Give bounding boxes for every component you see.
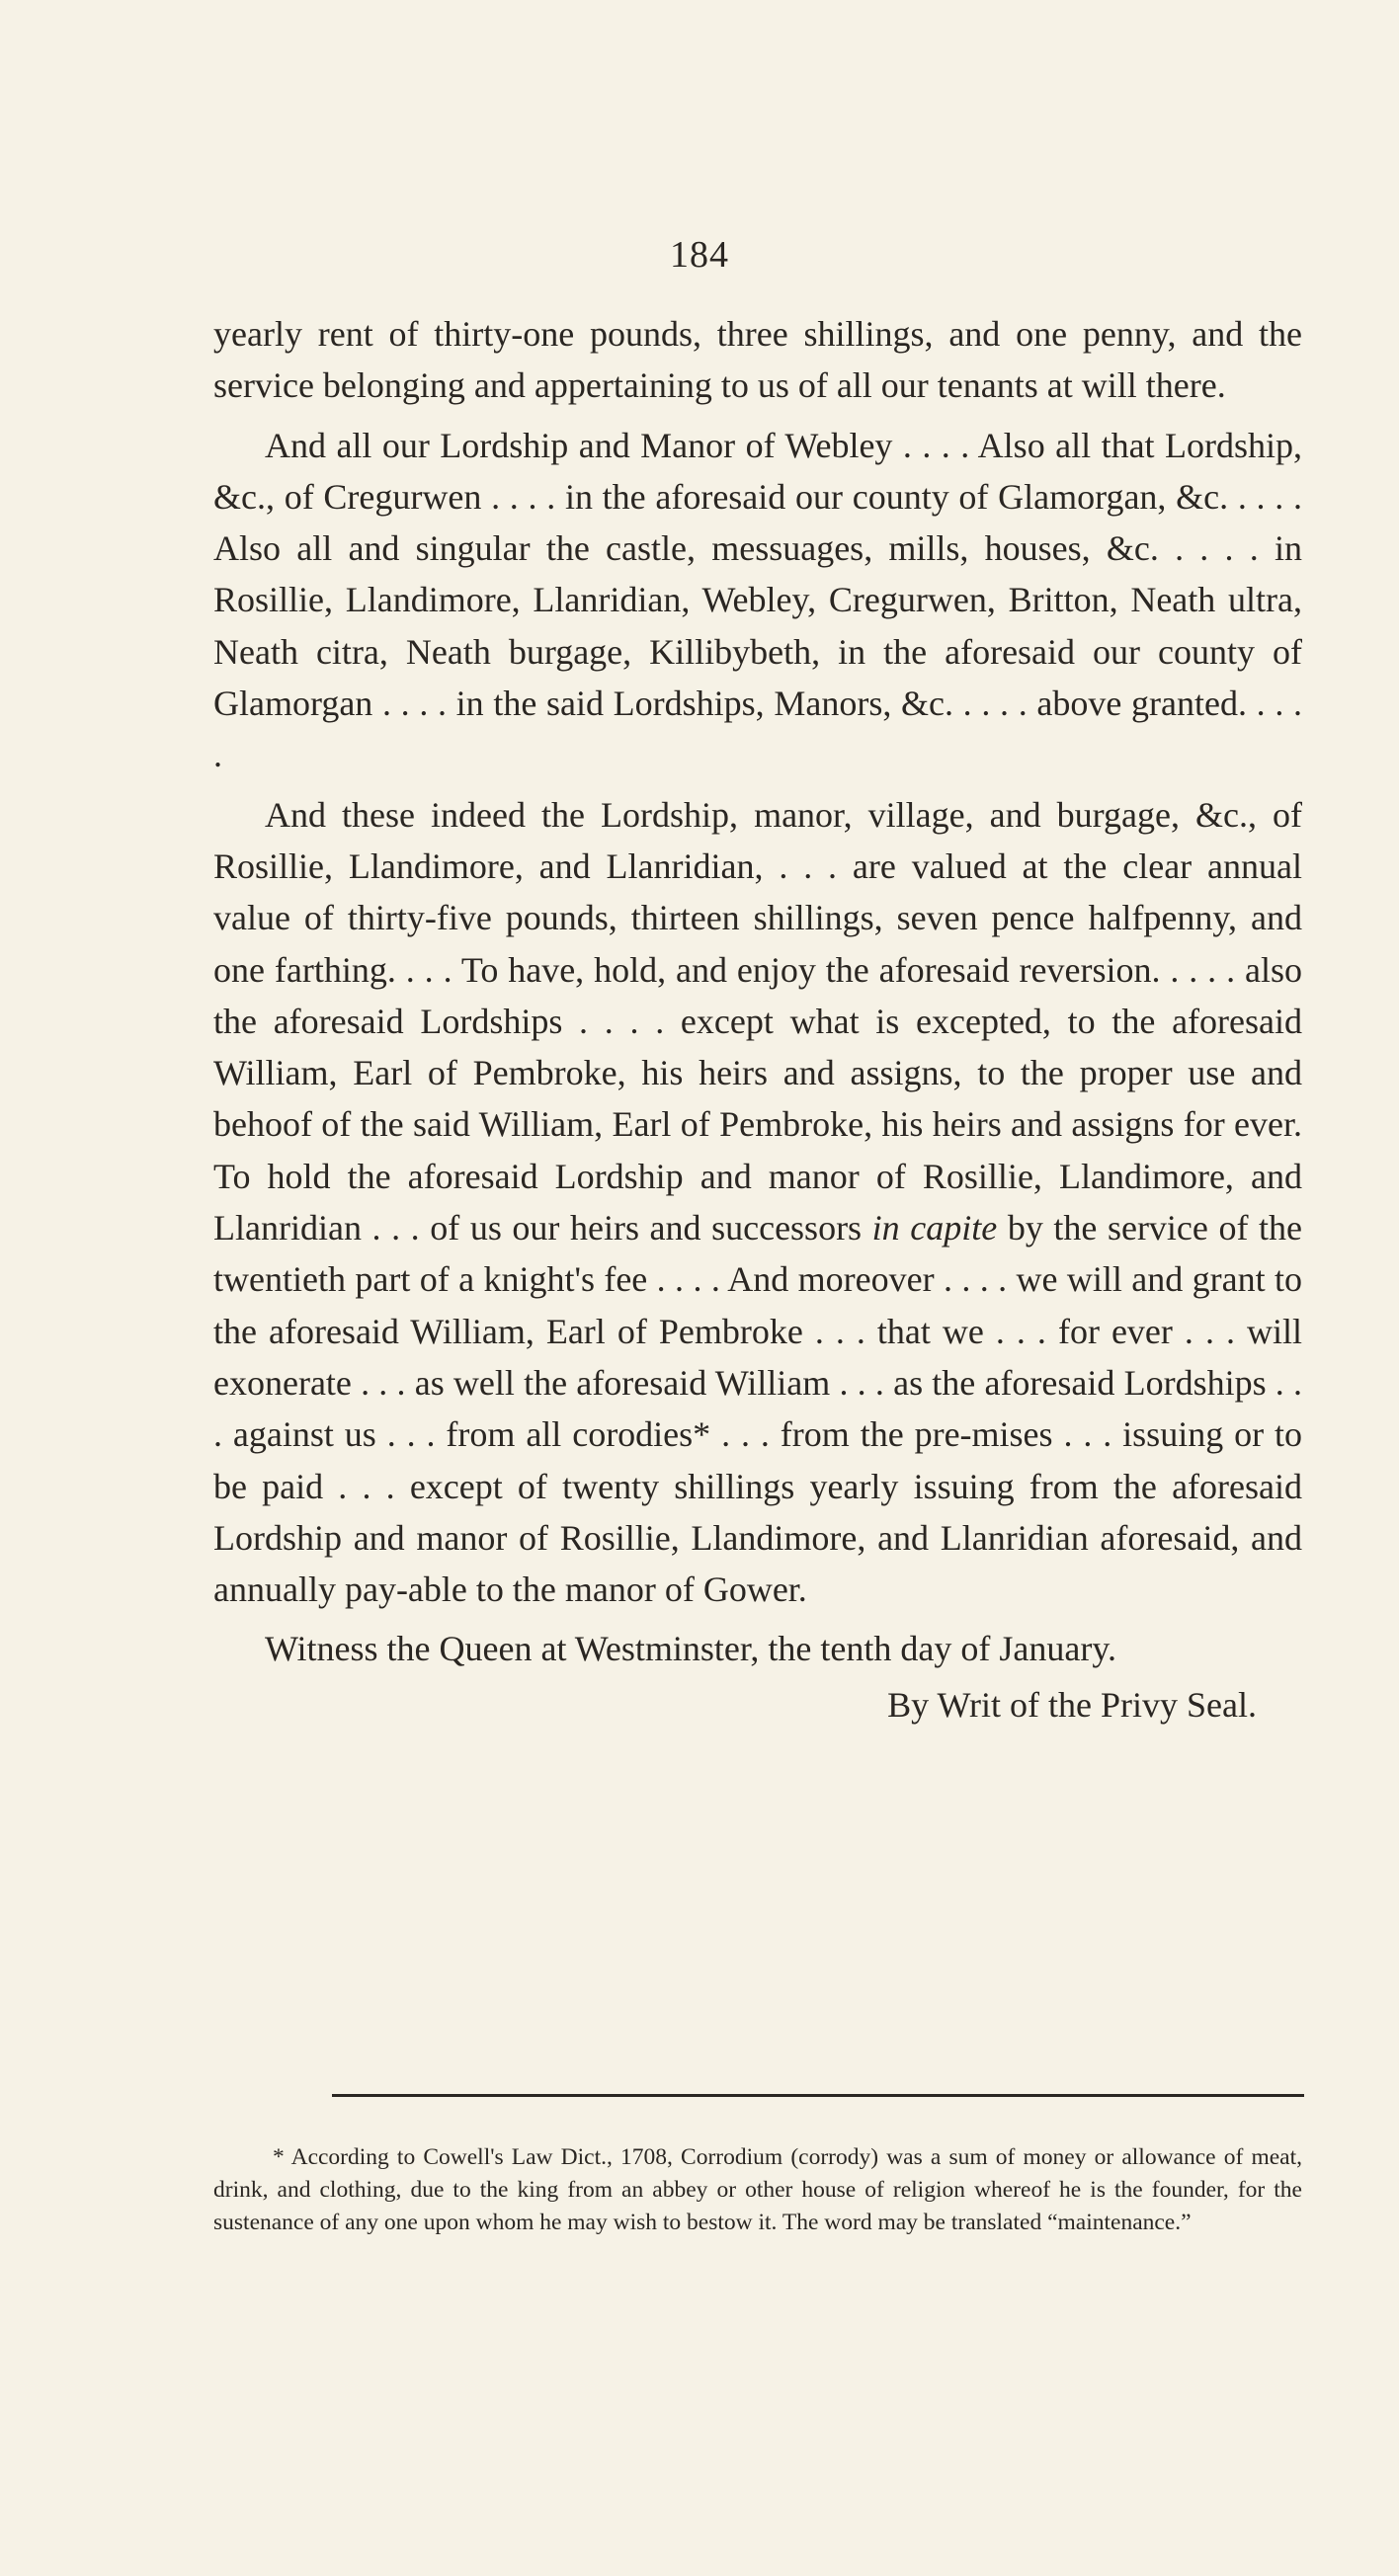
page-number: 184 (670, 234, 729, 276)
footnote-divider (332, 2094, 1304, 2097)
paragraph-valuation-continued: by the service of the twentieth part of a knight's fee . . . . And moreover . . . . we will and grant to the aforesaid William, Earl of Pembroke . . . that we . . . for ever . . . will exonerate . . . as well the aforesaid William . . . as the aforesaid Lordships . . . against us . . . from all corodies* . . . from the pre-mises . . . issuing or to be paid . . . except of twenty shillings yearly issuing from the aforesaid Lordship and manor of Rosillie, Llandimore, and Llanridian aforesaid, and annually pay-able to the manor of Gower. (213, 1208, 1303, 1610)
paragraph-webley: And all our Lordship and Manor of Webley . . . . Also all that Lordship, &c., of Cregurwen . . . . in the aforesaid our county of Glamorgan, &c. . . . . Also all and singular the castle, messuages, mills, houses, &c. . . . . in Rosillie, Llandimore, Llanridian, Webley, Cregurwen, Britton, Neath ultra, Neath citra, Neath burgage, Killibybeth, in the aforesaid our county of Glamorgan . . . . in the said Lordships, Manors, &c. . . . . above granted. . . . . (213, 425, 1302, 775)
footnote-text: * According to Cowell's Law Dict., 1708, Corrodium (corrody) was a sum of money or allowance of meat, drink, and clothing, due to the king from an abbey or other house of religion whereof he is the founder, for the sustenance of any one upon whom he may wish to bestow it. The word may be translated “maintenance.” (213, 2143, 1302, 2235)
paragraph-rent: yearly rent of thirty-one pounds, three shillings, and one penny, and the service belonging and appertaining to us of all our tenants at will there. (213, 314, 1302, 406)
main-text (213, 308, 1302, 1731)
italic-phrase: in capite (871, 1208, 998, 1248)
signature-line: By Writ of the Privy Seal. (887, 1684, 1257, 1725)
paragraph-valuation (213, 789, 1302, 1616)
paragraph-witness: Witness the Queen at Westminster, the tenth day of January. (265, 1629, 1116, 1669)
paragraph-valuation-text: And these indeed the Lordship, manor, village, and burgage, &c., of Rosillie, Llandimore, and Llanridian, . . . are valued at the clear annual value of thirty-five pounds, thirteen shillings, seven pence halfpenny, and one farthing. . . . To have, hold, and enjoy the aforesaid reversion. . . . . also the aforesaid Lordships . . . . except what is excepted, to the aforesaid William, Earl of Pembroke, his heirs and assigns, to the proper use and behoof of the said William, Earl of Pembroke, his heirs and assigns for ever. To hold the aforesaid Lordship and manor of Rosillie, Llandimore, and Llanridian . . . of us our heirs and successors (213, 794, 1302, 1248)
